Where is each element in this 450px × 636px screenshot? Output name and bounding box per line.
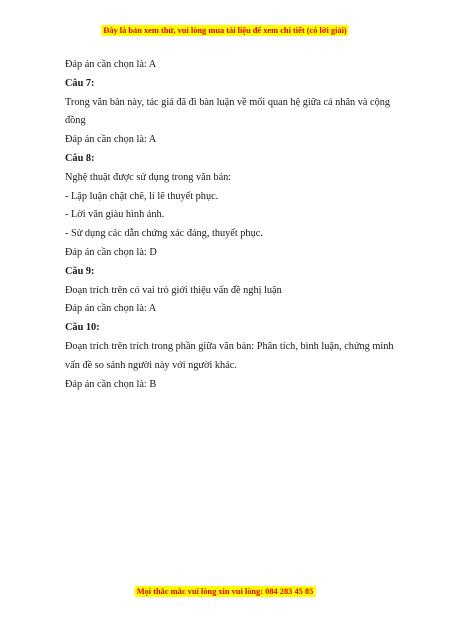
question-text-q10-line2: vấn đề so sánh người này với người khác. <box>65 359 237 371</box>
question-text-q8-line2: - Lập luận chặt chẽ, lí lẽ thuyết phục. <box>65 190 219 202</box>
document-body <box>65 56 395 394</box>
question-text-q10-line1: Đoạn trích trên trích trong phần giữa văn bản: Phân tích, bình luận, chứng minh <box>65 340 394 352</box>
answer-line-q8: Đáp án cần chọn là: D <box>65 246 157 258</box>
answer-line-q6: Đáp án cần chọn là: A <box>65 59 157 70</box>
question-text-q7-line1: Trong văn bản này, tác giả đã đi bàn luận về mối quan hệ giữa cá nhân và cộng <box>65 96 391 108</box>
question-text-q8-line3: - Lời văn giàu hình ảnh. <box>65 209 165 221</box>
contact-notice-banner: Mọi thắc mắc vui lòng xin vui lòng: 084 283 45 85 <box>136 587 314 596</box>
answer-line-q10: Đáp án cần chọn là: B <box>65 378 157 390</box>
question-text-q7-line2: đồng <box>65 115 86 127</box>
question-heading-q9: Câu 9: <box>65 265 95 277</box>
question-heading-q7: Câu 7: <box>65 77 95 89</box>
answer-line-q7: Đáp án cần chọn là: A <box>65 134 157 146</box>
question-heading-q8: Câu 8: <box>65 152 95 164</box>
preview-notice-banner: Đây là bản xem thử, vui lòng mua tài liệu để xem chi tiết (có lời giải) <box>103 26 347 35</box>
answer-line-q9: Đáp án cần chọn là: A <box>65 303 157 315</box>
question-text-q8-line4: - Sử dụng các dẫn chứng xác đáng, thuyết phục. <box>65 228 263 240</box>
question-heading-q10: Câu 10: <box>65 322 100 334</box>
question-text-q9-line1: Đoạn trích trên có vai trò giới thiệu vấn đề nghị luận <box>65 284 282 296</box>
question-text-q8-line1: Nghệ thuật được sử dụng trong văn bản: <box>65 171 232 183</box>
